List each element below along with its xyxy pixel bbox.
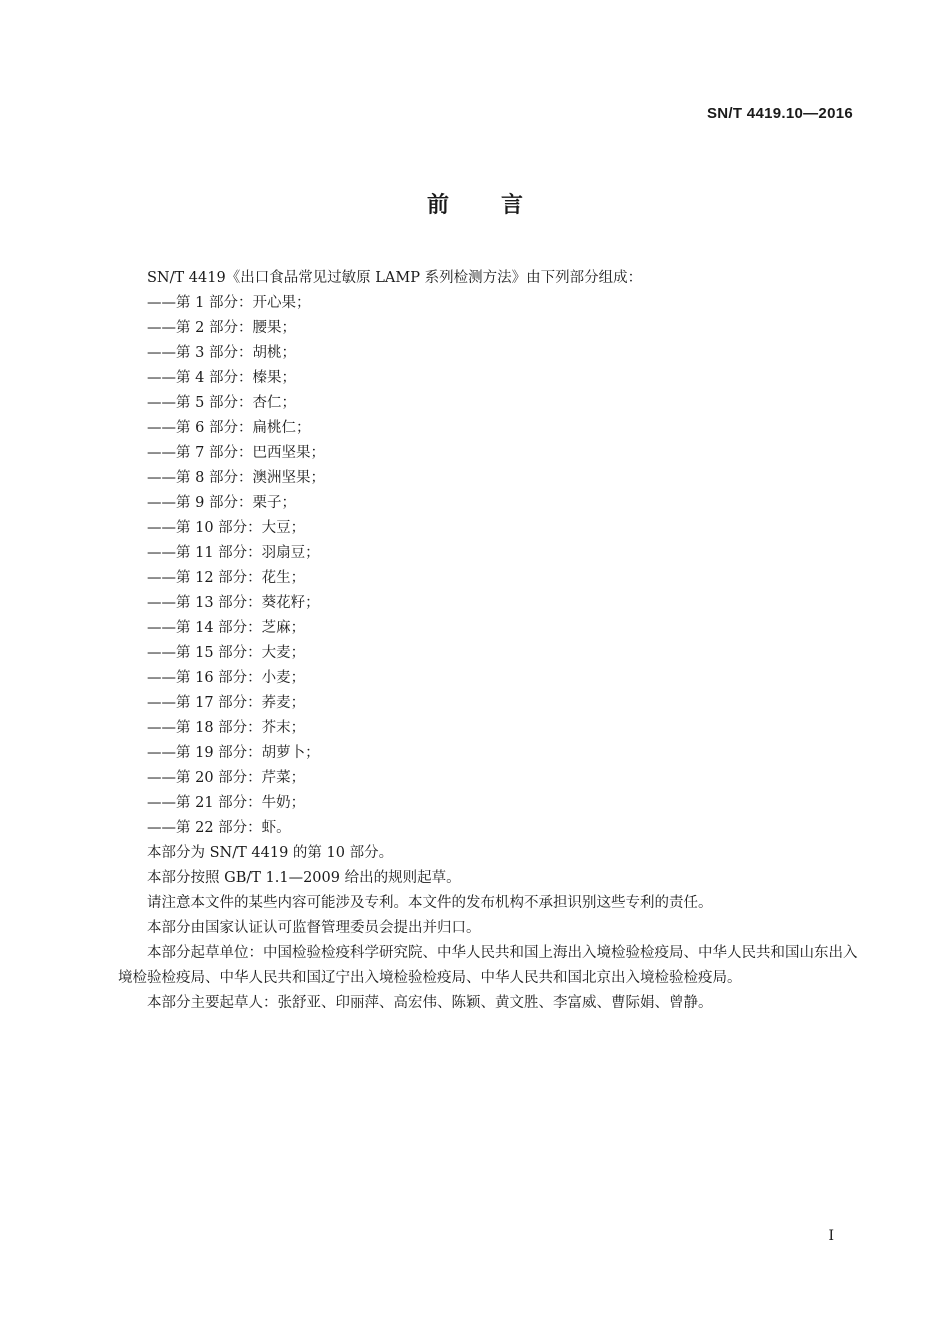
list-item: ——第 2 部分：腰果；	[147, 320, 296, 336]
proposer-statement: 本部分由国家认证认可监督管理委员会提出并归口。	[147, 920, 481, 936]
list-item: ——第 17 部分：荞麦；	[147, 695, 306, 711]
list-item: ——第 16 部分：小麦；	[147, 670, 306, 686]
list-item: ——第 12 部分：花生；	[147, 570, 306, 586]
list-item: ——第 21 部分：牛奶；	[147, 795, 306, 811]
intro-paragraph: SN/T 4419《出口食品常见过敏原 LAMP 系列检测方法》由下列部分组成：	[147, 270, 643, 286]
list-item: ——第 4 部分：榛果；	[147, 370, 296, 386]
parts-list	[118, 291, 858, 841]
list-item: ——第 15 部分：大麦；	[147, 645, 306, 661]
list-item: ——第 8 部分：澳洲坚果；	[147, 470, 325, 486]
list-item: ——第 13 部分：葵花籽；	[147, 595, 320, 611]
list-item: ——第 22 部分：虾。	[147, 820, 291, 836]
drafters: 本部分主要起草人：张舒亚、印丽萍、高宏伟、陈颖、黄文胜、李富威、曹际娟、曾静。	[147, 995, 713, 1011]
list-item: ——第 3 部分：胡桃；	[147, 345, 296, 361]
list-item: ——第 11 部分：羽扇豆；	[147, 545, 320, 561]
list-item: ——第 19 部分：胡萝卜；	[147, 745, 320, 761]
list-item: ——第 20 部分：芹菜；	[147, 770, 306, 786]
drafting-rules: 本部分按照 GB/T 1.1—2009 给出的规则起草。	[147, 870, 461, 886]
list-item: ——第 1 部分：开心果；	[147, 295, 311, 311]
document-body	[118, 266, 858, 1016]
list-item: ——第 7 部分：巴西坚果；	[147, 445, 325, 461]
part-statement: 本部分为 SN/T 4419 的第 10 部分。	[147, 845, 394, 861]
patent-notice: 请注意本文件的某些内容可能涉及专利。本文件的发布机构不承担识别这些专利的责任。	[147, 895, 713, 911]
page-number: I	[828, 1228, 834, 1244]
list-item: ——第 6 部分：扁桃仁；	[147, 420, 311, 436]
drafting-organizations: 本部分起草单位：中国检验检疫科学研究院、中华人民共和国上海出入境检验检疫局、中华人民共和国山东出入境检验检疫局、中华人民共和国辽宁出入境检验检疫局、中华人民共和国北京出入境检验检疫局。	[118, 945, 858, 986]
list-item: ——第 9 部分：栗子；	[147, 495, 296, 511]
page-title: 前言	[426, 193, 575, 218]
list-item: ——第 10 部分：大豆；	[147, 520, 306, 536]
list-item: ——第 14 部分：芝麻；	[147, 620, 306, 636]
list-item: ——第 5 部分：杏仁；	[147, 395, 296, 411]
standard-number: SN/T 4419.10—2016	[706, 105, 853, 122]
list-item: ——第 18 部分：芥末；	[147, 720, 306, 736]
